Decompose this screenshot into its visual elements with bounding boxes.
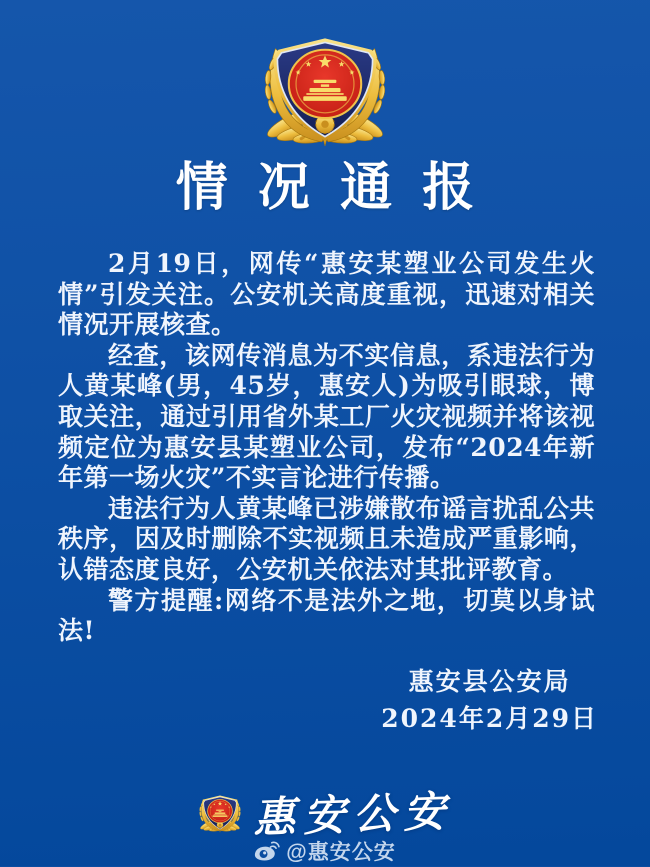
brand-name: 惠安公安: [252, 786, 454, 843]
footer-watermark-row: [0, 836, 650, 866]
weibo-icon: [254, 840, 280, 862]
signature-date: 2024年2月29日: [381, 704, 598, 733]
notice-paragraph-2: 经查，该网传消息为不实信息，系违法行为人黄某峰(男，45岁，惠安人)为吸引眼球，博取关注，通过引用省外某工厂火灾视频并将该视频定位为惠安县某塑业公司，发布“2024年新年第一场火灾”不实言论进行传播。: [58, 340, 595, 493]
police-badge-emblem: [257, 28, 393, 148]
signature-office: 惠安县公安局: [408, 667, 571, 696]
notice-paragraph-1: 2月19日，网传“惠安某塑业公司发生火情”引发关注。公安机关高度重视，迅速对相关情况开展核查。: [58, 249, 595, 340]
notice-title: 情况通报: [175, 157, 505, 218]
weibo-watermark: @惠安公安: [286, 841, 396, 864]
notice-paragraph-4: 警方提醒:网络不是法外之地，切莫以身试法!: [58, 585, 595, 646]
notice-paragraph-3: 违法行为人黄某峰已涉嫌散布谣言扰乱公共秩序，因及时删除不实视频且未造成严重影响，认错态度良好，公安机关依法对其批评教育。: [58, 493, 595, 584]
police-badge-icon: [197, 792, 243, 833]
signature-block: [381, 663, 598, 737]
footer-brand-row: [0, 782, 650, 842]
notice-body: [58, 249, 595, 647]
